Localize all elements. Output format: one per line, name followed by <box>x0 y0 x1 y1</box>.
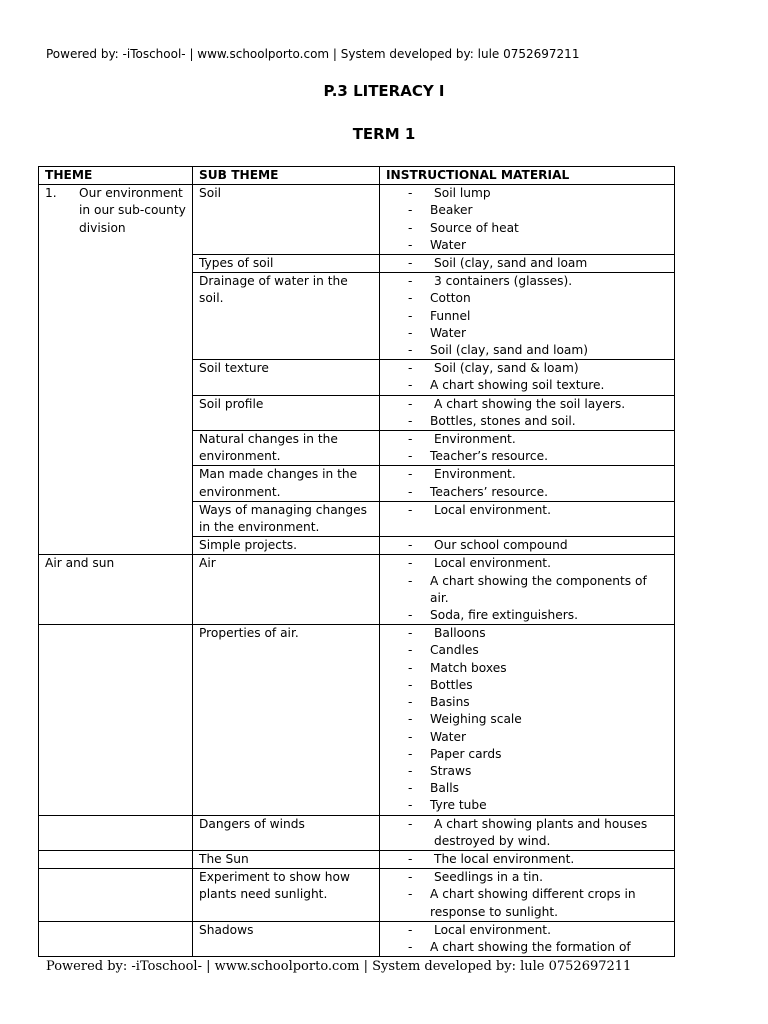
material-item: - Paper cards <box>386 746 668 763</box>
instructional-material-cell <box>380 273 675 360</box>
material-list <box>386 273 668 359</box>
sub-theme-cell: Ways of managing changes in the environment. <box>193 501 380 536</box>
header-powered-by: Powered by: -iToschool- | www.schoolporto.com | System developed by: lule 0752697211 <box>46 47 580 61</box>
material-list <box>386 431 668 465</box>
material-item: - A chart showing the formation of <box>386 939 668 956</box>
material-item: - Teachers’ resource. <box>386 484 668 501</box>
material-item: - Environment. <box>386 466 668 483</box>
material-item: - Local environment. <box>386 502 668 519</box>
theme-text: Our environment in our sub-county division <box>79 186 186 235</box>
material-item: - Teacher’s resource. <box>386 448 668 465</box>
material-item: - Cotton <box>386 290 668 307</box>
header-theme: THEME <box>39 167 193 185</box>
material-item: - Balls <box>386 780 668 797</box>
instructional-material-cell <box>380 850 675 868</box>
theme-cell <box>39 815 193 850</box>
theme-cell <box>39 185 193 555</box>
footer-powered-by: Powered by: -iToschool- | www.schoolporto.com | System developed by: lule 0752697211 <box>46 959 632 974</box>
table-row <box>39 921 675 956</box>
material-list <box>386 185 668 254</box>
material-item: - Soil lump <box>386 185 668 202</box>
instructional-material-cell <box>380 431 675 466</box>
material-item: - Water <box>386 237 668 254</box>
material-list <box>386 360 668 394</box>
theme-cell <box>39 921 193 956</box>
sub-theme-cell: Soil texture <box>193 360 380 395</box>
sub-theme-cell: Man made changes in the environment. <box>193 466 380 501</box>
material-item: - Match boxes <box>386 660 668 677</box>
document-title: P.3 LITERACY I <box>323 82 445 100</box>
material-item: - A chart showing different crops in response to sunlight. <box>386 886 668 920</box>
theme-cell <box>39 869 193 922</box>
sub-theme-cell: Natural changes in the environment. <box>193 431 380 466</box>
curriculum-table <box>38 166 675 957</box>
instructional-material-cell <box>380 625 675 815</box>
material-item: - A chart showing soil texture. <box>386 377 668 394</box>
table-row <box>39 625 675 815</box>
table-row <box>39 555 675 625</box>
material-list <box>386 869 668 921</box>
material-list <box>386 922 668 956</box>
sub-theme-cell: Simple projects. <box>193 537 380 555</box>
instructional-material-cell <box>380 501 675 536</box>
table-header-row <box>39 167 675 185</box>
material-item: - Bottles <box>386 677 668 694</box>
material-item: - Weighing scale <box>386 711 668 728</box>
material-list <box>386 255 668 272</box>
theme-cell <box>39 555 193 625</box>
instructional-material-cell <box>380 555 675 625</box>
table-row <box>39 185 675 255</box>
theme-cell <box>39 625 193 815</box>
material-item: - Funnel <box>386 308 668 325</box>
material-item: - Soda, fire extinguishers. <box>386 607 668 624</box>
material-item: - Environment. <box>386 431 668 448</box>
material-item: - 3 containers (glasses). <box>386 273 668 290</box>
material-list <box>386 555 668 624</box>
material-item: - Basins <box>386 694 668 711</box>
sub-theme-cell: Types of soil <box>193 255 380 273</box>
material-item: - A chart showing the components of air. <box>386 573 668 607</box>
material-item: - Seedlings in a tin. <box>386 869 668 886</box>
material-item: - Candles <box>386 642 668 659</box>
material-item: - Water <box>386 325 668 342</box>
material-item: - Water <box>386 729 668 746</box>
material-list <box>386 816 668 850</box>
sub-theme-cell: Properties of air. <box>193 625 380 815</box>
material-item: - Soil (clay, sand and loam <box>386 255 668 272</box>
sub-theme-cell: Dangers of winds <box>193 815 380 850</box>
theme-cell <box>39 850 193 868</box>
instructional-material-cell <box>380 360 675 395</box>
instructional-material-cell <box>380 395 675 430</box>
material-item: - Straws <box>386 763 668 780</box>
sub-theme-cell: Soil <box>193 185 380 255</box>
material-item: - A chart showing plants and houses destroyed by wind. <box>386 816 668 850</box>
material-item: - Soil (clay, sand & loam) <box>386 360 668 377</box>
material-item: - Bottles, stones and soil. <box>386 413 668 430</box>
sub-theme-cell: Experiment to show how plants need sunlight. <box>193 869 380 922</box>
material-list <box>386 851 668 868</box>
material-item: - Soil (clay, sand and loam) <box>386 342 668 359</box>
material-list <box>386 537 668 554</box>
instructional-material-cell <box>380 466 675 501</box>
material-list <box>386 625 668 814</box>
table-row <box>39 815 675 850</box>
instructional-material-cell <box>380 185 675 255</box>
material-list <box>386 466 668 500</box>
header-instructional-material: INSTRUCTIONAL MATERIAL <box>380 167 675 185</box>
table-row <box>39 869 675 922</box>
instructional-material-cell <box>380 921 675 956</box>
material-item: - A chart showing the soil layers. <box>386 396 668 413</box>
sub-theme-cell: Drainage of water in the soil. <box>193 273 380 360</box>
material-item: - Our school compound <box>386 537 668 554</box>
material-item: - Beaker <box>386 202 668 219</box>
material-item: - Balloons <box>386 625 668 642</box>
sub-theme-cell: Shadows <box>193 921 380 956</box>
material-list <box>386 502 668 519</box>
sub-theme-cell: Soil profile <box>193 395 380 430</box>
instructional-material-cell <box>380 815 675 850</box>
sub-theme-cell: Air <box>193 555 380 625</box>
document-subtitle: TERM 1 <box>352 125 416 143</box>
instructional-material-cell <box>380 537 675 555</box>
material-list <box>386 396 668 430</box>
instructional-material-cell <box>380 255 675 273</box>
table-row <box>39 850 675 868</box>
theme-number: 1. <box>45 186 57 201</box>
material-item: - Local environment. <box>386 922 668 939</box>
material-item: - Tyre tube <box>386 797 668 814</box>
material-item: - The local environment. <box>386 851 668 868</box>
instructional-material-cell <box>380 869 675 922</box>
material-item: - Local environment. <box>386 555 668 572</box>
theme-text: Air and sun <box>45 556 115 571</box>
header-sub-theme: SUB THEME <box>193 167 380 185</box>
sub-theme-cell: The Sun <box>193 850 380 868</box>
material-item: - Source of heat <box>386 220 668 237</box>
